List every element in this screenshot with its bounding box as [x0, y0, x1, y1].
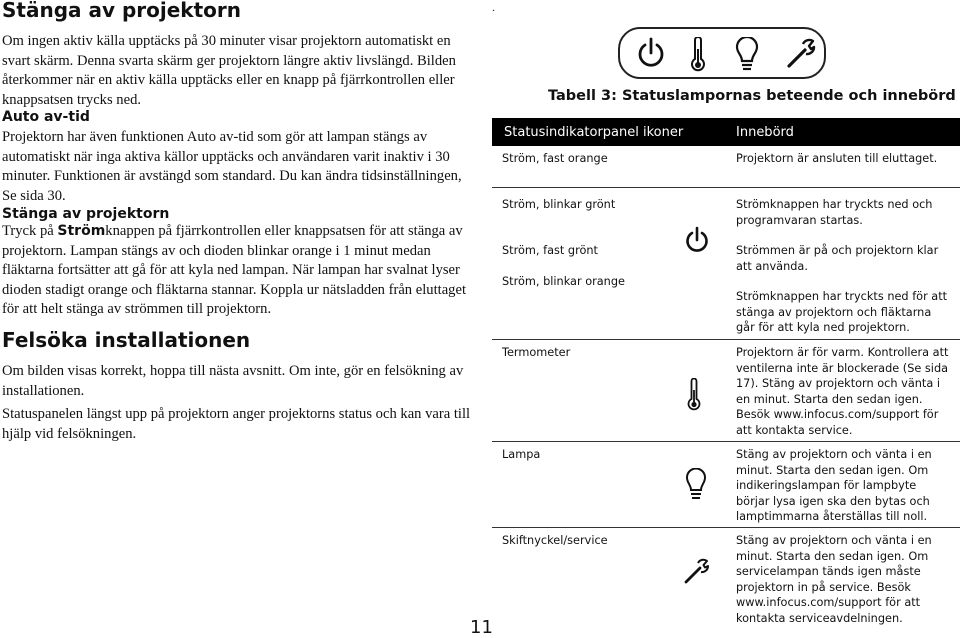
status-cell: Ström, fast orange [502, 152, 608, 165]
section-heading: Felsöka installationen [2, 328, 251, 352]
header-meaning: Innebörd [736, 125, 794, 140]
intro-paragraph: Om ingen aktiv källa upptäcks på 30 minuter visar projektorn automatiskt en svart skärm. Denna svarta skärm ger projektorn längre aktiv livslängd. Bilden återkommer när en aktiv källa upptäcks eller en knapp på fjärrkontrollen eller knappsatsen trycks ned. [2, 33, 456, 108]
shutdown-heading: Stänga av projektorn [2, 206, 170, 222]
header-status: Statusindikatorpanel ikoner [504, 125, 684, 140]
stray-dot: . [492, 0, 495, 14]
meaning-cell: Projektorn är ansluten till eluttaget. [736, 152, 938, 165]
meaning-cell: Strömknappen har tryckts ned och programvaran startas. [736, 198, 933, 227]
page-title: Stänga av projektorn [2, 0, 242, 22]
row-divider [492, 527, 960, 528]
lightbulb-icon [684, 468, 708, 502]
power-icon [636, 37, 666, 71]
shutdown-text-post: knappen på fjärrkontrollen eller knappsatsen för att stänga av projektorn. Lampan stängs av och dioden blinkar orange i 1 minut medan fläktarna fortsätter att gå för att kyla ned lampan. När lampan har svalnat lyser dioden stadigt orange och fläktarna stannar. Koppla ur nätsladden från eluttaget för att helt stänga av strömmen till projektorn. [2, 223, 466, 317]
meaning-cell: Stäng av projektorn och vänta i en minut. Starta den sedan igen. Om servicelampan tänds igen måste projektorn in på service. Besök www.infocus.com/support för att kontakta serviceavdelningen. [736, 534, 932, 625]
auto-off-heading: Auto av-tid [2, 109, 90, 125]
auto-off-paragraph: Projektorn har även funktionen Auto av-tid som gör att lampan stängs av automatiskt när inga aktiva källor upptäcks och användaren varit inaktiv i 30 minuter. Funktionen är avstängd som standard. Du kan ändra tidsinställningen, Se sida 30. [2, 129, 462, 204]
thermometer-icon [688, 37, 708, 73]
row-divider [492, 187, 960, 188]
meaning-cell: Projektorn är för varm. Kontrollera att ventilerna inte är blockerade (Se sida 17). Stäng av projektorn och vänta i en minut. Starta den sedan igen. Besök www.infocus.com/support för att kontakta service. [736, 346, 949, 437]
status-cell: Ström, blinkar grönt [502, 198, 616, 211]
power-keyword: Ström [57, 223, 106, 239]
table-title: Tabell 3: Statuslampornas beteende och innebörd [548, 88, 956, 104]
meaning-cell: Strömknappen har tryckts ned för att stänga av projektorn och fläktarna går för att kyla ned projektorn. [736, 290, 948, 334]
table-header [492, 118, 960, 146]
status-cell: Termometer [502, 346, 571, 359]
lightbulb-icon [734, 37, 760, 73]
status-cell: Ström, fast grönt [502, 244, 598, 257]
page-number: 11 [470, 617, 493, 638]
wrench-icon [784, 37, 816, 71]
meaning-cell: Stäng av projektorn och vänta i en minut. Starta den sedan igen. Om indikeringslampan för lampbyte börjar lysa igen ska den bytas och lamptimmarna återställas till noll. [736, 448, 932, 523]
status-cell: Skiftnyckel/service [502, 534, 608, 547]
shutdown-paragraph [2, 222, 472, 320]
power-icon [684, 226, 710, 256]
status-cell: Ström, blinkar orange [502, 275, 625, 288]
troubleshoot-paragraph-2: Statuspanelen längst upp på projektorn anger projektorns status och kan vara till hjälp vid felsökningen. [2, 406, 471, 442]
thermometer-icon [686, 378, 702, 412]
status-cell: Lampa [502, 448, 541, 461]
troubleshoot-paragraph-1: Om bilden visas korrekt, hoppa till nästa avsnitt. Om inte, gör en felsökning av installationen. [2, 363, 464, 399]
wrench-icon [682, 558, 710, 586]
status-panel-illustration [618, 27, 826, 79]
meaning-cell: Strömmen är på och projektorn klar att använda. [736, 244, 939, 273]
row-divider [492, 339, 960, 340]
row-divider [492, 441, 960, 442]
shutdown-text-pre: Tryck på [2, 223, 58, 239]
